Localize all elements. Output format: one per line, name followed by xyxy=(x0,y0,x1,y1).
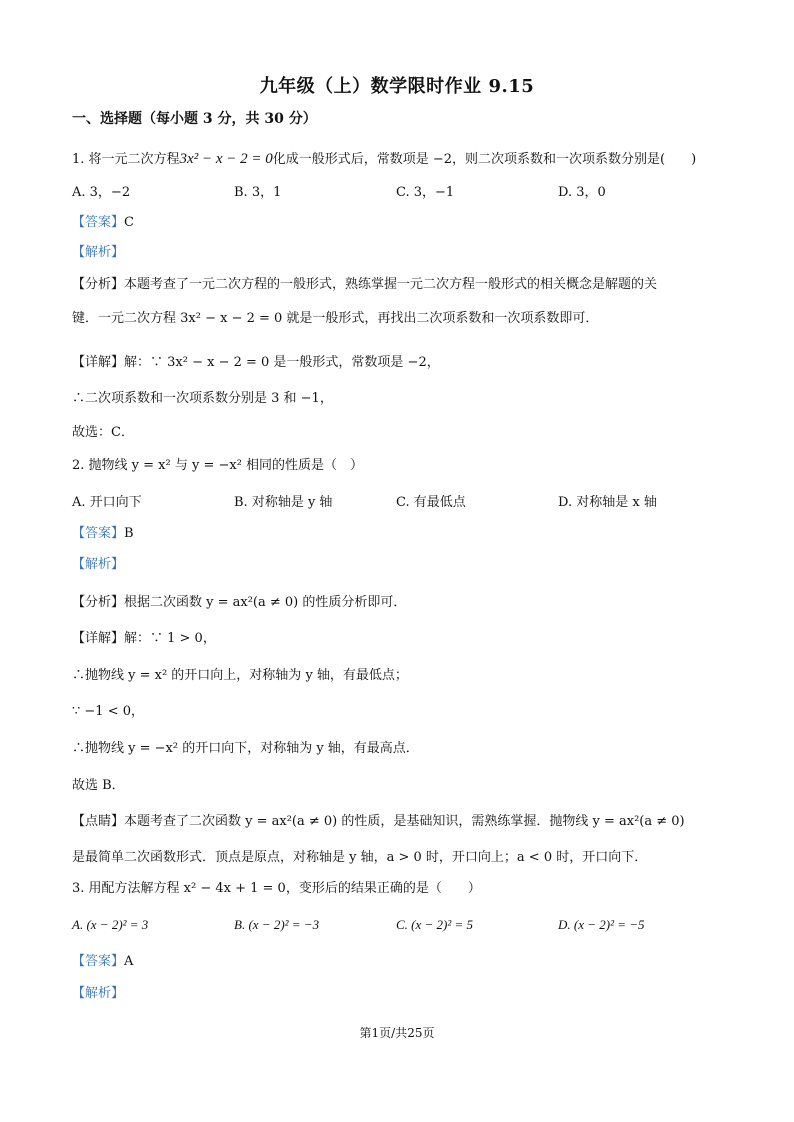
analysis-tag: 【解析】 xyxy=(72,245,125,260)
question-2-detail-line: 【详解】解：∵ 1 > 0， xyxy=(72,631,216,646)
analysis-tag: 【解析】 xyxy=(72,557,125,572)
question-2-option-d: D. 对称轴是 x 轴 xyxy=(558,495,657,510)
question-1-equation: 3x² − x − 2 = 0 xyxy=(179,151,273,167)
question-3-option-b: B. (x − 2)² = −3 xyxy=(234,917,320,932)
answer-value: B xyxy=(124,526,134,541)
page-title: 九年级（上）数学限时作业 9.15 xyxy=(259,76,535,97)
answer-value: C xyxy=(124,215,134,230)
question-1-stem-prefix: 1. 将一元二次方程 xyxy=(72,152,180,167)
question-1-option-d: D. 3，0 xyxy=(558,185,606,200)
question-2-note-line: 【点睛】本题考查了二次函数 y = ax²(a ≠ 0) 的性质，是基础知识，需熟练掌握．抛物线 y = ax²(a ≠ 0) xyxy=(72,814,685,829)
question-1-detail-line: ∴二次项系数和一次项系数分别是 3 和 −1， xyxy=(72,391,333,406)
answer-tag: 【答案】 xyxy=(72,526,125,541)
answer-value: A xyxy=(124,954,134,969)
question-3-stem: 3. 用配方法解方程 x² − 4x + 1 = 0，变形后的结果正确的是（ ） xyxy=(72,881,481,896)
question-2-answer xyxy=(72,525,134,543)
question-2-analysis-line: 【分析】根据二次函数 y = ax²(a ≠ 0) 的性质分析即可． xyxy=(72,595,407,610)
section-heading: 一、选择题（每小题 3 分，共 30 分） xyxy=(72,111,317,127)
question-1-option-b: B. 3，1 xyxy=(234,185,282,200)
question-2-option-b: B. 对称轴是 y 轴 xyxy=(234,495,333,510)
question-3-option-a: A. (x − 2)² = 3 xyxy=(72,917,149,932)
question-2-note-line: 是最简单二次函数形式．顶点是原点，对称轴是 y 轴，a > 0 时，开口向上；a < 0 时，开口向下． xyxy=(72,850,648,865)
answer-tag: 【答案】 xyxy=(72,215,125,230)
question-3-option-c: C. (x − 2)² = 5 xyxy=(396,917,474,932)
question-1-stem xyxy=(72,150,696,169)
question-1-option-c: C. 3，−1 xyxy=(396,185,455,200)
question-1-analysis-line: 【分析】本题考查了一元二次方程的一般形式，熟练掌握一元二次方程一般形式的相关概念是解题的关 xyxy=(72,277,658,292)
question-2-detail-line: ∴抛物线 y = −x² 的开口向下，对称轴为 y 轴，有最高点． xyxy=(72,741,419,756)
question-2-stem: 2. 抛物线 y = x² 与 y = −x² 相同的性质是（ ） xyxy=(72,458,364,473)
question-3-option-d: D. (x − 2)² = −5 xyxy=(558,917,645,932)
page-number: 第1页/共25页 xyxy=(359,1026,435,1040)
analysis-tag: 【解析】 xyxy=(72,986,125,1001)
question-2-option-a: A. 开口向下 xyxy=(72,495,142,510)
question-1-detail-line: 【详解】解：∵ 3x² − x − 2 = 0 是一般形式，常数项是 −2， xyxy=(72,355,440,370)
question-1-conclusion: 故选：C． xyxy=(72,425,134,440)
question-1-stem-suffix: 化成一般形式后，常数项是 −2，则二次项系数和一次项系数分别是( ) xyxy=(272,152,697,167)
question-1-option-a: A. 3，−2 xyxy=(72,185,131,200)
question-3-answer xyxy=(72,953,133,971)
answer-tag: 【答案】 xyxy=(72,954,125,969)
question-2-detail-line: ∵ −1 < 0， xyxy=(72,704,144,719)
question-2-option-c: C. 有最低点 xyxy=(396,495,466,510)
question-1-answer xyxy=(72,214,134,232)
question-1-analysis-line: 键．一元二次方程 3x² − x − 2 = 0 就是一般形式，再找出二次项系数和一次项系数即可． xyxy=(72,311,599,326)
question-2-detail-line: ∴抛物线 y = x² 的开口向上，对称轴为 y 轴，有最低点； xyxy=(72,668,408,683)
question-2-conclusion: 故选 B． xyxy=(72,778,125,793)
